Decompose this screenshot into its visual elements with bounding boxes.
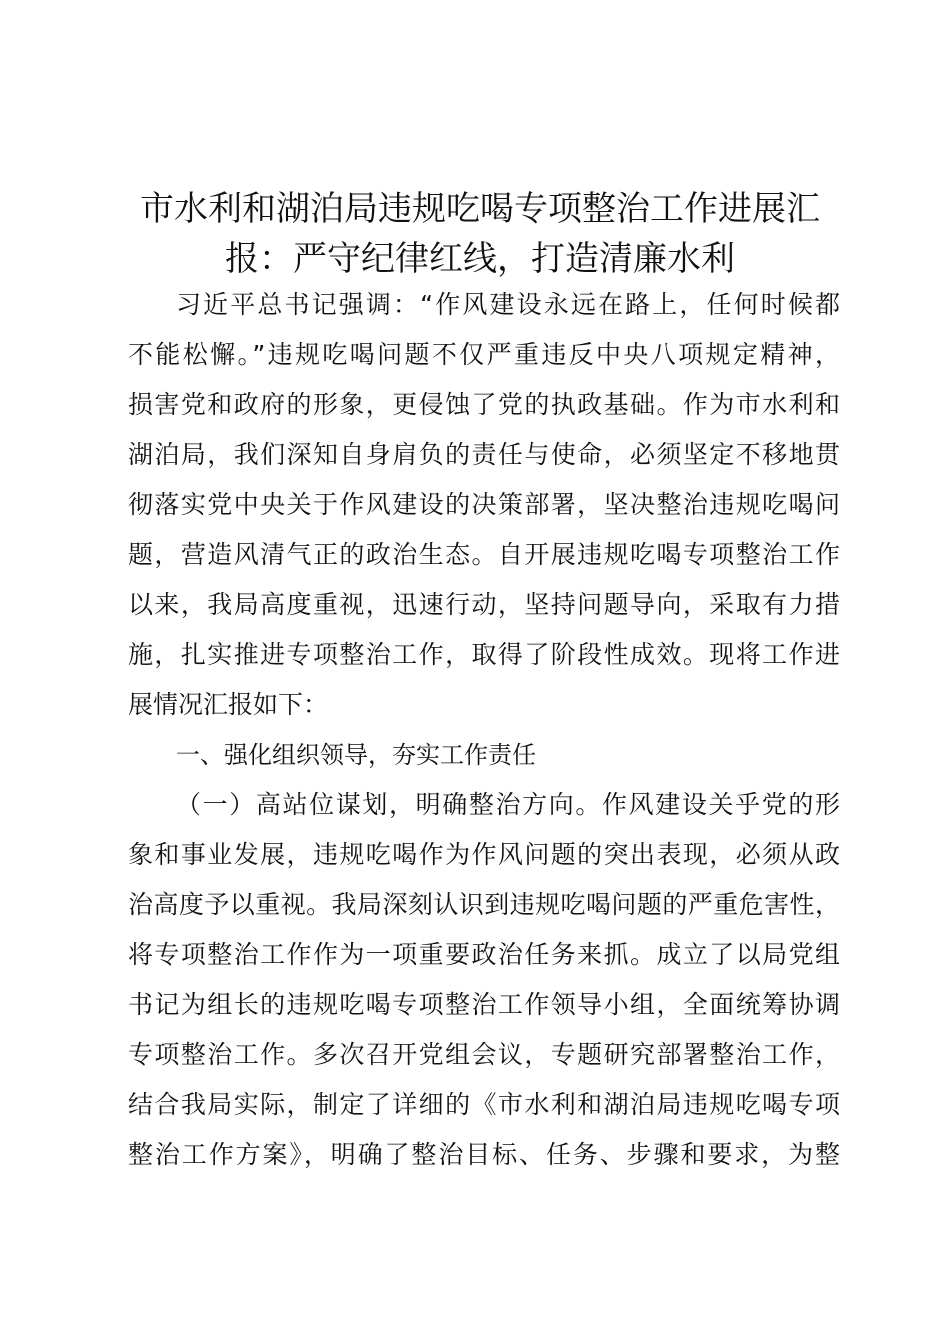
intro-line: 湖泊局，我们深知自身肩负的责任与使命，必须坚定不移地贯	[128, 440, 840, 469]
section-heading: 一、强化组织领导，夯实工作责任	[176, 741, 536, 769]
title-line-1: 市水利和湖泊局违规吃喝专项整治工作进展汇	[140, 189, 820, 229]
intro-line: 损害党和政府的形象，更侵蚀了党的执政基础。作为市水利和	[128, 390, 840, 419]
section-line: （一）高站位谋划，明确整治方向。作风建设关乎党的形	[176, 790, 840, 819]
intro-line: 不能松懈。”违规吃喝问题不仅严重违反中央八项规定精神，	[128, 340, 840, 369]
section-line: 整治工作方案》，明确了整治目标、任务、步骤和要求，为整	[128, 1140, 840, 1169]
section-line: 专项整治工作。多次召开党组会议，专题研究部署整治工作，	[128, 1040, 840, 1069]
intro-line: 展情况汇报如下：	[128, 690, 329, 719]
intro-line: 题，营造风清气正的政治生态。自开展违规吃喝专项整治工作	[128, 540, 840, 569]
section-line: 书记为组长的违规吃喝专项整治工作领导小组，全面统筹协调	[128, 990, 840, 1019]
section-line: 将专项整治工作作为一项重要政治任务来抓。成立了以局党组	[128, 940, 840, 969]
section-line: 象和事业发展，违规吃喝作为作风问题的突出表现，必须从政	[128, 840, 840, 869]
title-line-2: 报：严守纪律红线，打造清廉水利	[225, 239, 735, 279]
intro-line: 习近平总书记强调：“作风建设永远在路上，任何时候都	[176, 290, 840, 319]
intro-line: 施，扎实推进专项整治工作，取得了阶段性成效。现将工作进	[128, 640, 840, 669]
section-line: 结合我局实际，制定了详细的《市水利和湖泊局违规吃喝专项	[128, 1090, 840, 1119]
section-line: 治高度予以重视。我局深刻认识到违规吃喝问题的严重危害性，	[128, 890, 840, 919]
intro-line: 以来，我局高度重视，迅速行动，坚持问题导向，采取有力措	[128, 590, 840, 619]
intro-line: 彻落实党中央关于作风建设的决策部署，坚决整治违规吃喝问	[128, 490, 840, 519]
document-title	[118, 184, 842, 284]
